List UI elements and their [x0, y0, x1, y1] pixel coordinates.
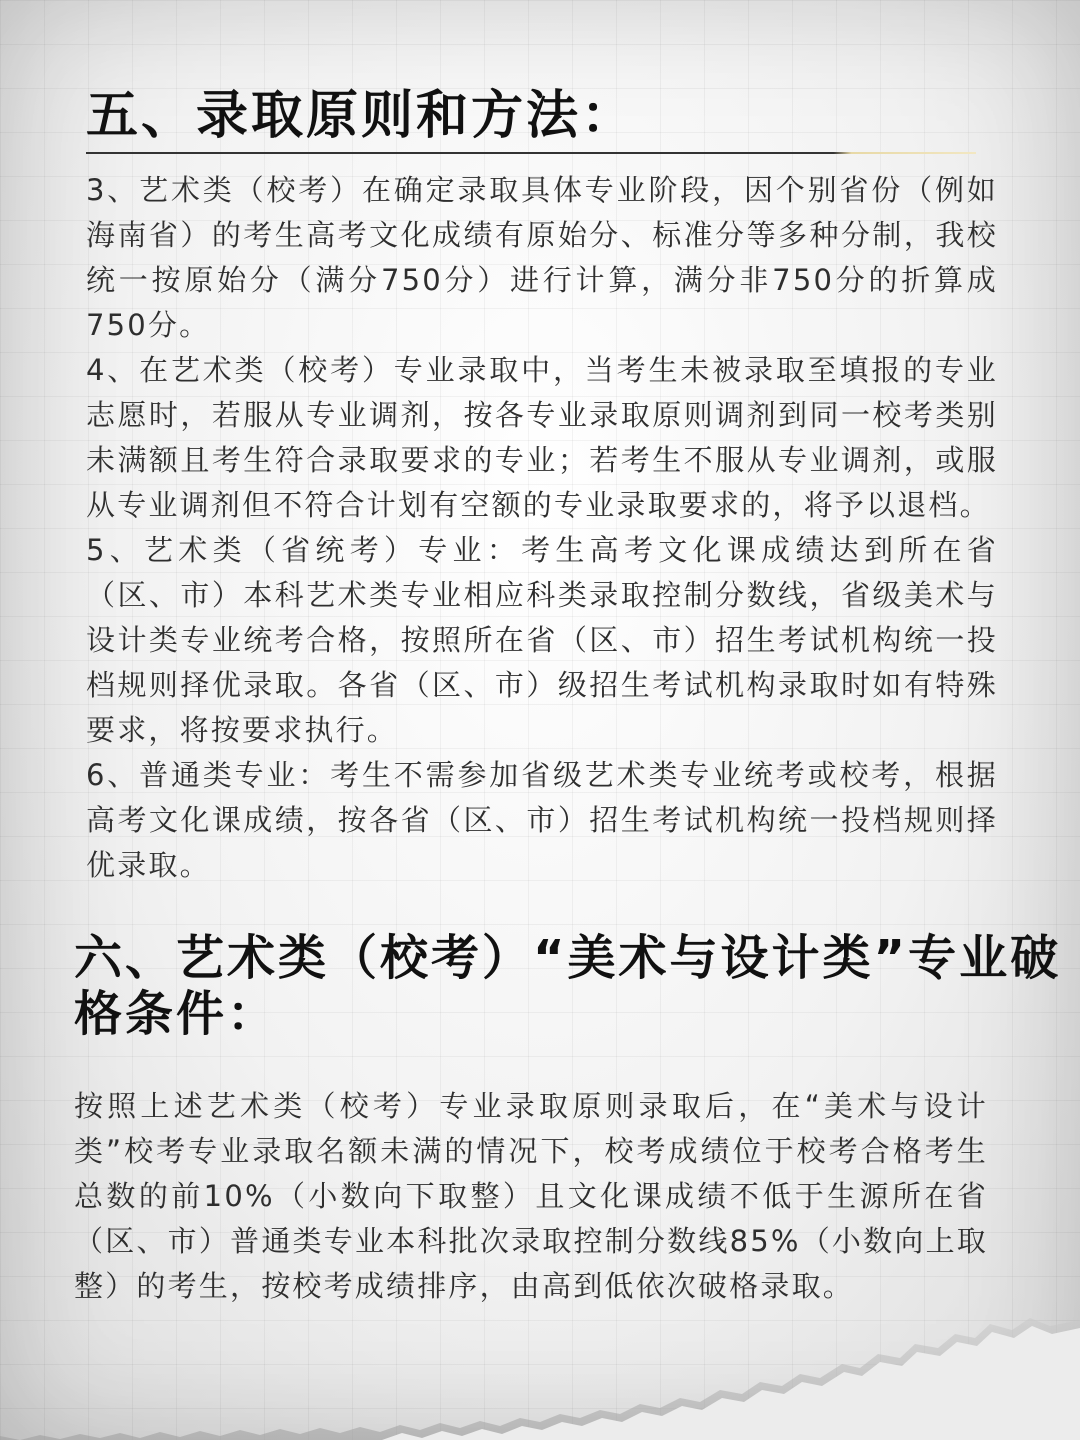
section-6-title: 六、艺术类（校考）“美术与设计类”专业破格条件： — [74, 930, 1062, 1042]
section-5-body — [86, 168, 998, 888]
item-5-paragraph: 5、艺术类（省统考）专业：考生高考文化课成绩达到所在省（区、市）本科艺术类专业相应科类录取控制分数线，省级美术与设计类专业统考合格，按照所在省（区、市）招生考试机构统一投档规则择优录取。各省（区、市）级招生考试机构录取时如有特殊要求，将按要求执行。 — [86, 533, 998, 747]
title-divider — [86, 152, 976, 154]
item-4-paragraph: 4、在艺术类（校考）专业录取中，当考生未被录取至填报的专业志愿时，若服从专业调剂，按各专业录取原则调剂到同一校考类别未满额且考生符合录取要求的专业；若考生不服从专业调剂，或服从专业调剂但不符合计划有空额的专业录取要求的，将予以退档。 — [86, 353, 998, 522]
section-5-title: 五、录取原则和方法： — [86, 86, 637, 146]
item-3-paragraph: 3、艺术类（校考）在确定录取具体专业阶段，因个别省份（例如海南省）的考生高考文化成绩有原始分、标准分等多种分制，我校统一按原始分（满分750分）进行计算，满分非750分的折算成750分。 — [86, 173, 998, 342]
section-6-paragraph: 按照上述艺术类（校考）专业录取原则录取后，在“美术与设计类”校考专业录取名额未满的情况下，校考成绩位于校考合格考生总数的前10%（小数向下取整）且文化课成绩不低于生源所在省（区、市）普通类专业本科批次录取控制分数线85%（小数向上取整）的考生，按校考成绩排序，由高到低依次破格录取。 — [74, 1089, 988, 1303]
torn-paper-edge — [0, 1250, 1080, 1440]
item-6-paragraph: 6、普通类专业：考生不需参加省级艺术类专业统考或校考，根据高考文化课成绩，按各省（区、市）招生考试机构统一投档规则择优录取。 — [86, 758, 998, 882]
